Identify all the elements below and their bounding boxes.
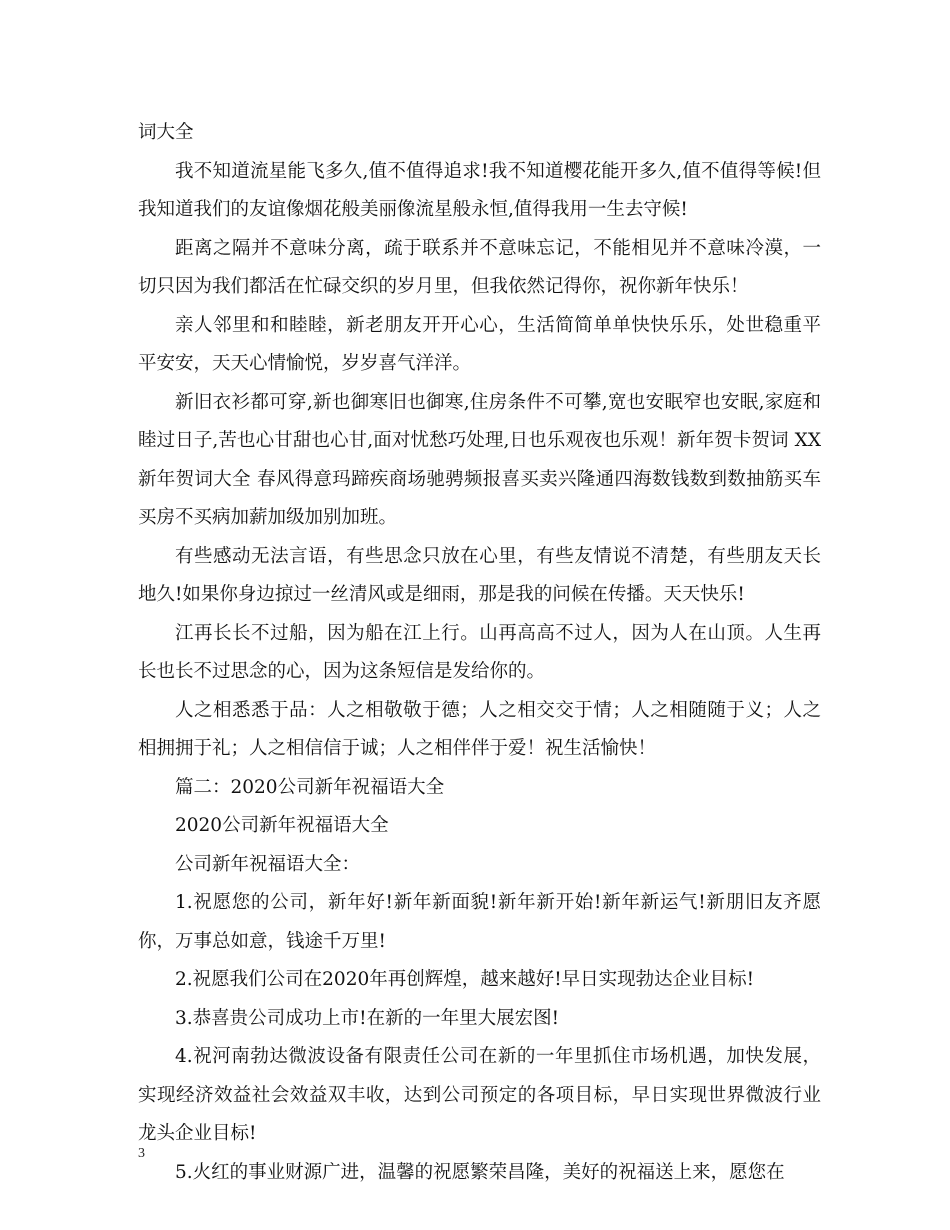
paragraph: 距离之隔并不意味分离，疏于联系并不意味忘记，不能相见并不意味冷漠，一切只因为我们都活在忙碌交织的岁月里，但我依然记得你，祝你新年快乐！	[138, 237, 821, 297]
paragraph: 人之相悉悉于品：人之相敬敬于德；人之相交交于情；人之相随随于义；人之相拥拥于礼；人之相信信于诚；人之相伴伴于爱！祝生活愉快！	[138, 699, 821, 759]
list-item: 2.祝愿我们公司在2020年再创辉煌，越来越好!早日实现勃达企业目标!	[175, 969, 755, 990]
paragraph: 新旧衣衫都可穿,新也御寒旧也御寒,住房条件不可攀,宽也安眠窄也安眠,家庭和睦过日子,苦也心甘甜也心甘,面对忧愁巧处理,日也乐观夜也乐观！新年贺卡贺词 XX新年贺词大全 春风得意玛蹄疾商场驰骋频报喜买卖兴隆通四海数钱数到数抽筋买车买房不买病加薪加级加别加班。	[138, 391, 821, 528]
section-heading: 篇二：2020公司新年祝福语大全	[175, 776, 445, 798]
document-body	[138, 114, 821, 1192]
list-item: 3.恭喜贵公司成功上市!在新的一年里大展宏图!	[175, 1007, 560, 1029]
list-item: 4.祝河南勃达微波设备有限责任公司在新的一年里抓住市场机遇，加快发展，实现经济效益社会效益双丰收，达到公司预定的各项目标，早日实现世界微波行业龙头企业目标!	[138, 1046, 821, 1144]
paragraph: 公司新年祝福语大全：	[175, 853, 361, 875]
section-title: 2020公司新年祝福语大全	[175, 815, 389, 836]
page-number: 3	[138, 1146, 145, 1161]
paragraph: 亲人邻里和和睦睦，新老朋友开开心心，生活简简单单快快乐乐，处世稳重平平安安，天天心情愉悦，岁岁喜气洋洋。	[138, 314, 821, 374]
paragraph: 我不知道流星能飞多久,值不值得追求!我不知道樱花能开多久,值不值得等候!但我知道我们的友谊像烟花般美丽像流星般永恒,值得我用一生去守候!	[138, 160, 821, 220]
paragraph: 江再长长不过船，因为船在江上行。山再高高不过人，因为人在山顶。人生再长也长不过思念的心，因为这条短信是发给你的。	[138, 622, 821, 682]
paragraph: 词大全	[138, 122, 194, 143]
list-item: 5.火红的事业财源广进，温馨的祝愿繁荣昌隆，美好的祝福送上来，愿您在	[175, 1161, 785, 1183]
paragraph: 有些感动无法言语，有些思念只放在心里，有些友情说不清楚，有些朋友天长地久!如果你身边掠过一丝清风或是细雨，那是我的问候在传播。天天快乐!	[138, 545, 821, 605]
list-item: 1.祝愿您的公司，新年好!新年新面貌!新年新开始!新年新运气!新朋旧友齐愿你，万事总如意，钱途千万里!	[138, 892, 821, 952]
